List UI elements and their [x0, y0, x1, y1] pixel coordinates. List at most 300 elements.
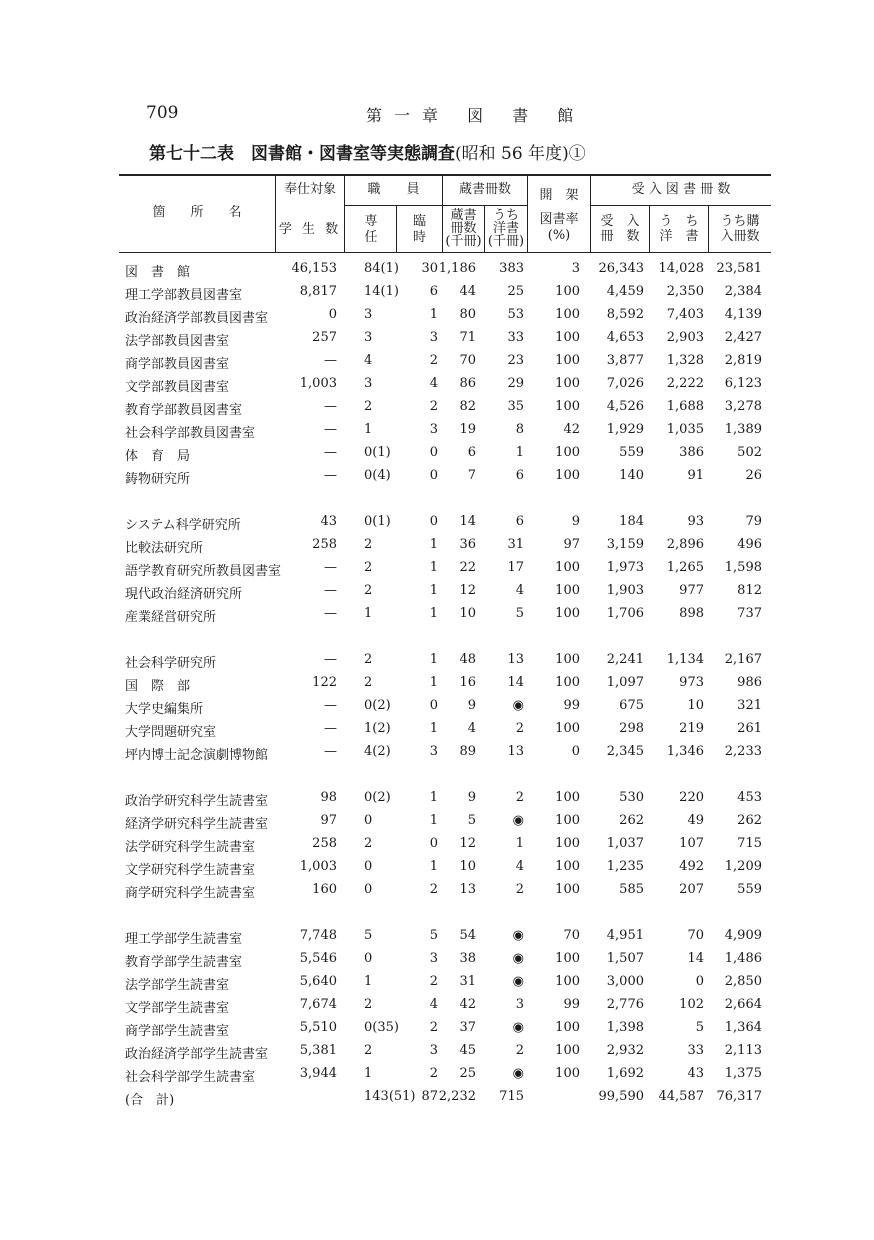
- cell-name: 図 書 館: [125, 265, 191, 280]
- cell-open-rate: 100: [555, 836, 580, 851]
- table-row: [0, 719, 874, 742]
- cell-acquired: 530: [619, 790, 644, 805]
- cell-staff-full: 0(1): [364, 514, 391, 529]
- chapter-heading: 第一章 図 書 館: [366, 106, 586, 125]
- table-row: [0, 1041, 874, 1064]
- header-acquired: 受 入 図 書 冊 数: [631, 182, 731, 197]
- cell-acquired: 559: [619, 445, 644, 460]
- cell-staff-temp: 4: [429, 376, 438, 391]
- cell-name: 法学研究科学生読書室: [125, 840, 256, 855]
- cell-acquired-western: 492: [679, 859, 704, 874]
- cell-staff-temp: 1: [429, 537, 438, 552]
- cell-holdings-western: 14: [507, 675, 524, 690]
- cell-name: 教育学部教員図書室: [125, 403, 243, 418]
- cell-acquired-purchase: 1,209: [724, 859, 762, 874]
- cell-acquired-purchase: 6,123: [724, 376, 762, 391]
- table-row: [0, 397, 874, 420]
- cell-acquired-western: 14: [687, 951, 704, 966]
- cell-holdings: 82: [459, 399, 476, 414]
- cell-staff-full: 2: [364, 1043, 373, 1058]
- group-spacer: [0, 627, 874, 650]
- cell-holdings-western: ◉: [512, 813, 524, 828]
- cell-staff-full: 2: [364, 997, 373, 1012]
- cell-open-rate: 100: [555, 445, 580, 460]
- cell-holdings-western: 2: [515, 721, 524, 736]
- cell-open-rate: 100: [555, 284, 580, 299]
- cell-acquired: 262: [619, 813, 644, 828]
- cell-acquired: 1,235: [606, 859, 644, 874]
- cell-name: 文学部教員図書室: [125, 380, 230, 395]
- cell-acquired-purchase: 2,664: [724, 997, 762, 1012]
- cell-acquired: 7,026: [606, 376, 644, 391]
- cell-open-rate: 100: [555, 353, 580, 368]
- cell-staff-temp: 4: [429, 997, 438, 1012]
- cell-students: 1,003: [299, 859, 337, 874]
- header-acquired-purchase: うち購 入冊数: [720, 214, 760, 244]
- cell-staff-full: 0(1): [364, 445, 391, 460]
- cell-acquired-western: 1,035: [666, 422, 704, 437]
- cell-holdings-western: 29: [507, 376, 524, 391]
- cell-holdings: 1,186: [438, 261, 476, 276]
- table-row: [0, 880, 874, 903]
- cell-acquired-purchase: 2,233: [724, 744, 762, 759]
- header-acquired-total: 受 入 冊 数: [600, 214, 640, 244]
- cell-holdings-western: 2: [515, 790, 524, 805]
- cell-acquired-purchase: 23,581: [716, 261, 762, 276]
- table-row: [0, 535, 874, 558]
- cell-holdings: 19: [459, 422, 476, 437]
- cell-holdings-western: ◉: [512, 698, 524, 713]
- cell-acquired-purchase: 3,278: [724, 399, 762, 414]
- table-title-main: 第七十二表 図書館・図書室等実態調査: [149, 144, 455, 164]
- cell-holdings: 48: [459, 652, 476, 667]
- cell-acquired-western: 220: [679, 790, 704, 805]
- cell-staff-full: 0(4): [364, 468, 391, 483]
- cell-holdings: 71: [459, 330, 476, 345]
- cell-name: 政治経済学部教員図書室: [125, 311, 269, 326]
- cell-staff-temp: 1: [429, 675, 438, 690]
- cell-staff-temp: 30: [421, 261, 438, 276]
- cell-staff-temp: 1: [429, 583, 438, 598]
- cell-open-rate: 100: [555, 583, 580, 598]
- cell-acquired-western: 1,346: [666, 744, 704, 759]
- cell-staff-full: 2: [364, 583, 373, 598]
- cell-staff-temp: 3: [429, 330, 438, 345]
- cell-holdings: 70: [459, 353, 476, 368]
- cell-staff-full: 0(2): [364, 790, 391, 805]
- cell-name: 坪内博士記念演劇博物館: [125, 748, 269, 763]
- cell-name: 文学研究科学生読書室: [125, 863, 256, 878]
- table-row: [0, 282, 874, 305]
- header-mid-rule-2: [590, 205, 771, 206]
- table-row: [0, 834, 874, 857]
- cell-staff-temp: 1: [429, 859, 438, 874]
- cell-open-rate: 9: [571, 514, 580, 529]
- cell-students: —: [324, 583, 337, 598]
- cell-acquired-western: 973: [679, 675, 704, 690]
- cell-holdings: 44: [459, 284, 476, 299]
- cell-open-rate: 70: [563, 928, 580, 943]
- cell-acquired-western: 1,265: [666, 560, 704, 575]
- cell-open-rate: 99: [563, 997, 580, 1012]
- cell-open-rate: 97: [563, 537, 580, 552]
- cell-holdings-western: ◉: [512, 1066, 524, 1081]
- cell-acquired: 2,932: [606, 1043, 644, 1058]
- cell-holdings: 89: [459, 744, 476, 759]
- cell-open-rate: 3: [571, 261, 580, 276]
- cell-name: 語学教育研究所教員図書室: [125, 564, 282, 579]
- cell-students: —: [324, 399, 337, 414]
- cell-name: 理工学部教員図書室: [125, 288, 243, 303]
- cell-staff-full: 2: [364, 675, 373, 690]
- table-row: [0, 558, 874, 581]
- cell-acquired-western: 1,688: [666, 399, 704, 414]
- cell-holdings: 37: [459, 1020, 476, 1035]
- cell-acquired-western: 49: [687, 813, 704, 828]
- cell-open-rate: 100: [555, 1020, 580, 1035]
- cell-acquired: 4,526: [606, 399, 644, 414]
- cell-acquired: 3,000: [606, 974, 644, 989]
- cell-staff-full: 5: [364, 928, 373, 943]
- cell-staff-full: 84(1): [364, 261, 399, 276]
- table-row: [0, 328, 874, 351]
- cell-holdings: 25: [459, 1066, 476, 1081]
- cell-acquired-purchase: 812: [737, 583, 762, 598]
- cell-holdings: 86: [459, 376, 476, 391]
- header-holdings: 蔵書冊数: [458, 182, 511, 197]
- cell-students: 8,817: [299, 284, 337, 299]
- cell-acquired: 26,343: [598, 261, 644, 276]
- cell-staff-temp: 2: [429, 1066, 438, 1081]
- cell-staff-temp: 3: [429, 951, 438, 966]
- cell-staff-full: 1: [364, 422, 373, 437]
- cell-staff-full: 0: [364, 813, 373, 828]
- cell-open-rate: 42: [563, 422, 580, 437]
- table-row: [0, 259, 874, 282]
- cell-acquired-purchase: 2,167: [724, 652, 762, 667]
- cell-acquired: 99,590: [598, 1089, 644, 1104]
- table-row: [0, 788, 874, 811]
- cell-open-rate: 100: [555, 1066, 580, 1081]
- cell-open-rate: 100: [555, 376, 580, 391]
- cell-staff-temp: 0: [429, 445, 438, 460]
- cell-name: 経済学研究科学生読書室: [125, 817, 269, 832]
- cell-students: —: [324, 422, 337, 437]
- table-row: [0, 1018, 874, 1041]
- cell-students: 46,153: [291, 261, 337, 276]
- cell-acquired: 1,903: [606, 583, 644, 598]
- header-holdings-total: 蔵書 冊数 (千冊): [445, 208, 482, 249]
- cell-acquired-purchase: 4,909: [724, 928, 762, 943]
- cell-name: 社会科学部学生読書室: [125, 1070, 256, 1085]
- table-title: [149, 139, 586, 164]
- cell-holdings: 42: [459, 997, 476, 1012]
- cell-acquired-western: 5: [695, 1020, 704, 1035]
- table-row: [0, 926, 874, 949]
- cell-acquired-purchase: 715: [737, 836, 762, 851]
- table-row: [0, 811, 874, 834]
- cell-acquired: 1,398: [606, 1020, 644, 1035]
- table-row: [0, 972, 874, 995]
- cell-acquired-purchase: 1,375: [724, 1066, 762, 1081]
- cell-students: 7,748: [299, 928, 337, 943]
- cell-holdings-western: 1: [515, 836, 524, 851]
- cell-students: —: [324, 652, 337, 667]
- cell-name: 大学問題研究室: [125, 725, 217, 740]
- cell-acquired-western: 107: [679, 836, 704, 851]
- cell-holdings-western: 6: [515, 468, 524, 483]
- cell-students: 7,674: [299, 997, 337, 1012]
- cell-students: 3,944: [299, 1066, 337, 1081]
- cell-students: —: [324, 560, 337, 575]
- cell-name: 国 際 部: [125, 679, 191, 694]
- cell-open-rate: 100: [555, 307, 580, 322]
- cell-students: 258: [312, 537, 337, 552]
- cell-holdings: 7: [467, 468, 476, 483]
- cell-acquired-western: 219: [679, 721, 704, 736]
- table-row: [0, 374, 874, 397]
- cell-acquired: 585: [619, 882, 644, 897]
- cell-staff-temp: 5: [429, 928, 438, 943]
- cell-acquired-western: 2,896: [666, 537, 704, 552]
- cell-acquired-purchase: 1,389: [724, 422, 762, 437]
- cell-students: —: [324, 721, 337, 736]
- group-spacer: [0, 765, 874, 788]
- cell-holdings-western: 35: [507, 399, 524, 414]
- cell-holdings-western: 383: [499, 261, 524, 276]
- cell-acquired-purchase: 1,486: [724, 951, 762, 966]
- cell-acquired: 2,345: [606, 744, 644, 759]
- cell-staff-temp: 2: [429, 1020, 438, 1035]
- cell-name: 鋳物研究所: [125, 472, 191, 487]
- cell-staff-full: 0: [364, 859, 373, 874]
- cell-open-rate: 0: [571, 744, 580, 759]
- table-row: [0, 742, 874, 765]
- cell-name: 社会科学部教員図書室: [125, 426, 256, 441]
- cell-students: 5,381: [299, 1043, 337, 1058]
- cell-holdings-western: 2: [515, 1043, 524, 1058]
- cell-staff-full: 2: [364, 836, 373, 851]
- cell-acquired-western: 43: [687, 1066, 704, 1081]
- cell-open-rate: 99: [563, 698, 580, 713]
- cell-holdings: 14: [459, 514, 476, 529]
- cell-staff-full: 2: [364, 652, 373, 667]
- table-row: [0, 305, 874, 328]
- cell-holdings: 38: [459, 951, 476, 966]
- cell-holdings-western: ◉: [512, 1020, 524, 1035]
- cell-holdings: 9: [467, 790, 476, 805]
- cell-acquired: 4,653: [606, 330, 644, 345]
- cell-acquired-purchase: 76,317: [716, 1089, 762, 1104]
- table-row: [0, 995, 874, 1018]
- cell-open-rate: 100: [555, 330, 580, 345]
- table-row: [0, 949, 874, 972]
- cell-staff-full: 3: [364, 376, 373, 391]
- cell-acquired: 1,973: [606, 560, 644, 575]
- cell-acquired-western: 0: [695, 974, 704, 989]
- cell-acquired-western: 102: [679, 997, 704, 1012]
- table-row: [0, 696, 874, 719]
- cell-holdings: 9: [467, 698, 476, 713]
- table-header-rule: [119, 252, 771, 253]
- group-spacer: [0, 489, 874, 512]
- table-top-rule: [119, 174, 771, 176]
- cell-students: —: [324, 744, 337, 759]
- cell-students: 5,640: [299, 974, 337, 989]
- cell-holdings-western: 5: [515, 606, 524, 621]
- header-open-top: 開 架: [539, 188, 579, 203]
- cell-open-rate: 100: [555, 813, 580, 828]
- cell-open-rate: 100: [555, 560, 580, 575]
- cell-holdings: 4: [467, 721, 476, 736]
- cell-staff-temp: 1: [429, 307, 438, 322]
- cell-staff-temp: 87: [421, 1089, 438, 1104]
- cell-holdings-western: ◉: [512, 974, 524, 989]
- cell-staff-full: 2: [364, 399, 373, 414]
- cell-name: 政治学研究科学生読書室: [125, 794, 269, 809]
- cell-acquired: 2,241: [606, 652, 644, 667]
- cell-open-rate: 100: [555, 1043, 580, 1058]
- cell-acquired: 8,592: [606, 307, 644, 322]
- cell-acquired-purchase: 26: [745, 468, 762, 483]
- cell-acquired-purchase: 2,427: [724, 330, 762, 345]
- cell-holdings: 2,232: [438, 1089, 476, 1104]
- cell-acquired-western: 44,587: [658, 1089, 704, 1104]
- cell-students: 5,510: [299, 1020, 337, 1035]
- cell-holdings: 13: [459, 882, 476, 897]
- cell-acquired: 4,951: [606, 928, 644, 943]
- cell-students: 43: [320, 514, 337, 529]
- cell-holdings: 12: [459, 583, 476, 598]
- cell-staff-temp: 3: [429, 1043, 438, 1058]
- cell-acquired-purchase: 321: [737, 698, 762, 713]
- table-row: [0, 581, 874, 604]
- cell-acquired-purchase: 2,384: [724, 284, 762, 299]
- cell-name: 産業経営研究所: [125, 610, 217, 625]
- cell-name: 商学研究科学生読書室: [125, 886, 256, 901]
- cell-staff-temp: 1: [429, 560, 438, 575]
- cell-staff-full: 3: [364, 330, 373, 345]
- cell-acquired: 4,459: [606, 284, 644, 299]
- cell-students: 160: [312, 882, 337, 897]
- cell-acquired-western: 7,403: [666, 307, 704, 322]
- cell-staff-full: 1: [364, 974, 373, 989]
- cell-name: 文学部学生読書室: [125, 1001, 230, 1016]
- cell-staff-temp: 1: [429, 652, 438, 667]
- table-row: [0, 604, 874, 627]
- cell-acquired-purchase: 1,598: [724, 560, 762, 575]
- header-staff: 職 員: [367, 182, 420, 197]
- cell-open-rate: 100: [555, 468, 580, 483]
- cell-acquired-western: 14,028: [658, 261, 704, 276]
- cell-acquired-western: 33: [687, 1043, 704, 1058]
- cell-acquired: 3,159: [606, 537, 644, 552]
- cell-staff-full: 1: [364, 606, 373, 621]
- cell-name: 体 育 局: [125, 449, 191, 464]
- cell-staff-full: 0(35): [364, 1020, 399, 1035]
- cell-holdings-western: 17: [507, 560, 524, 575]
- header-open-bottom: 図書率 (%): [539, 212, 579, 243]
- cell-staff-temp: 3: [429, 422, 438, 437]
- cell-acquired-western: 2,222: [666, 376, 704, 391]
- cell-staff-temp: 1: [429, 606, 438, 621]
- cell-holdings-western: 4: [515, 859, 524, 874]
- cell-students: 97: [320, 813, 337, 828]
- cell-staff-full: 3: [364, 307, 373, 322]
- table-row: [0, 512, 874, 535]
- table-row: [0, 351, 874, 374]
- cell-staff-temp: 2: [429, 882, 438, 897]
- table-row: [0, 466, 874, 489]
- cell-holdings: 12: [459, 836, 476, 851]
- table-row: [0, 857, 874, 880]
- cell-staff-full: 1: [364, 1066, 373, 1081]
- cell-holdings-western: 6: [515, 514, 524, 529]
- cell-acquired-purchase: 262: [737, 813, 762, 828]
- cell-acquired: 675: [619, 698, 644, 713]
- cell-name: 法学部教員図書室: [125, 334, 230, 349]
- cell-open-rate: 100: [555, 399, 580, 414]
- cell-holdings: 45: [459, 1043, 476, 1058]
- cell-students: —: [324, 698, 337, 713]
- table-title-sub: (昭和 56 年度)①: [455, 144, 586, 164]
- cell-holdings-western: 25: [507, 284, 524, 299]
- cell-acquired-western: 2,350: [666, 284, 704, 299]
- cell-holdings-western: 31: [507, 537, 524, 552]
- table-row: [0, 1087, 874, 1110]
- cell-acquired: 2,776: [606, 997, 644, 1012]
- cell-name: 社会科学研究所: [125, 656, 217, 671]
- cell-acquired-purchase: 261: [737, 721, 762, 736]
- cell-students: —: [324, 468, 337, 483]
- cell-students: 0: [328, 307, 337, 322]
- cell-students: 5,546: [299, 951, 337, 966]
- cell-staff-full: 1(2): [364, 721, 391, 736]
- cell-staff-temp: 2: [429, 353, 438, 368]
- header-name: 箇 所 名: [152, 205, 248, 220]
- cell-holdings: 36: [459, 537, 476, 552]
- cell-holdings-western: 3: [515, 997, 524, 1012]
- cell-name: 現代政治経済研究所: [125, 587, 243, 602]
- cell-acquired-purchase: 2,850: [724, 974, 762, 989]
- cell-acquired-western: 977: [679, 583, 704, 598]
- cell-acquired-purchase: 1,364: [724, 1020, 762, 1035]
- cell-holdings: 10: [459, 859, 476, 874]
- cell-acquired: 298: [619, 721, 644, 736]
- cell-open-rate: 100: [555, 721, 580, 736]
- col-divider: [344, 174, 345, 252]
- cell-acquired-purchase: 502: [737, 445, 762, 460]
- cell-name: 商学部学生読書室: [125, 1024, 230, 1039]
- cell-students: 258: [312, 836, 337, 851]
- cell-holdings: 80: [459, 307, 476, 322]
- cell-staff-temp: 3: [429, 744, 438, 759]
- cell-staff-temp: 0: [429, 698, 438, 713]
- cell-acquired-purchase: 737: [737, 606, 762, 621]
- header-staff-temp: 臨 時: [412, 214, 426, 245]
- cell-holdings-western: 53: [507, 307, 524, 322]
- table-row: [0, 1064, 874, 1087]
- table-row: [0, 420, 874, 443]
- cell-students: —: [324, 353, 337, 368]
- cell-name: 教育学部学生読書室: [125, 955, 243, 970]
- cell-open-rate: 100: [555, 951, 580, 966]
- cell-acquired: 1,097: [606, 675, 644, 690]
- cell-acquired: 140: [619, 468, 644, 483]
- header-mid-rule: [344, 205, 527, 206]
- cell-acquired-western: 93: [687, 514, 704, 529]
- cell-acquired-western: 1,328: [666, 353, 704, 368]
